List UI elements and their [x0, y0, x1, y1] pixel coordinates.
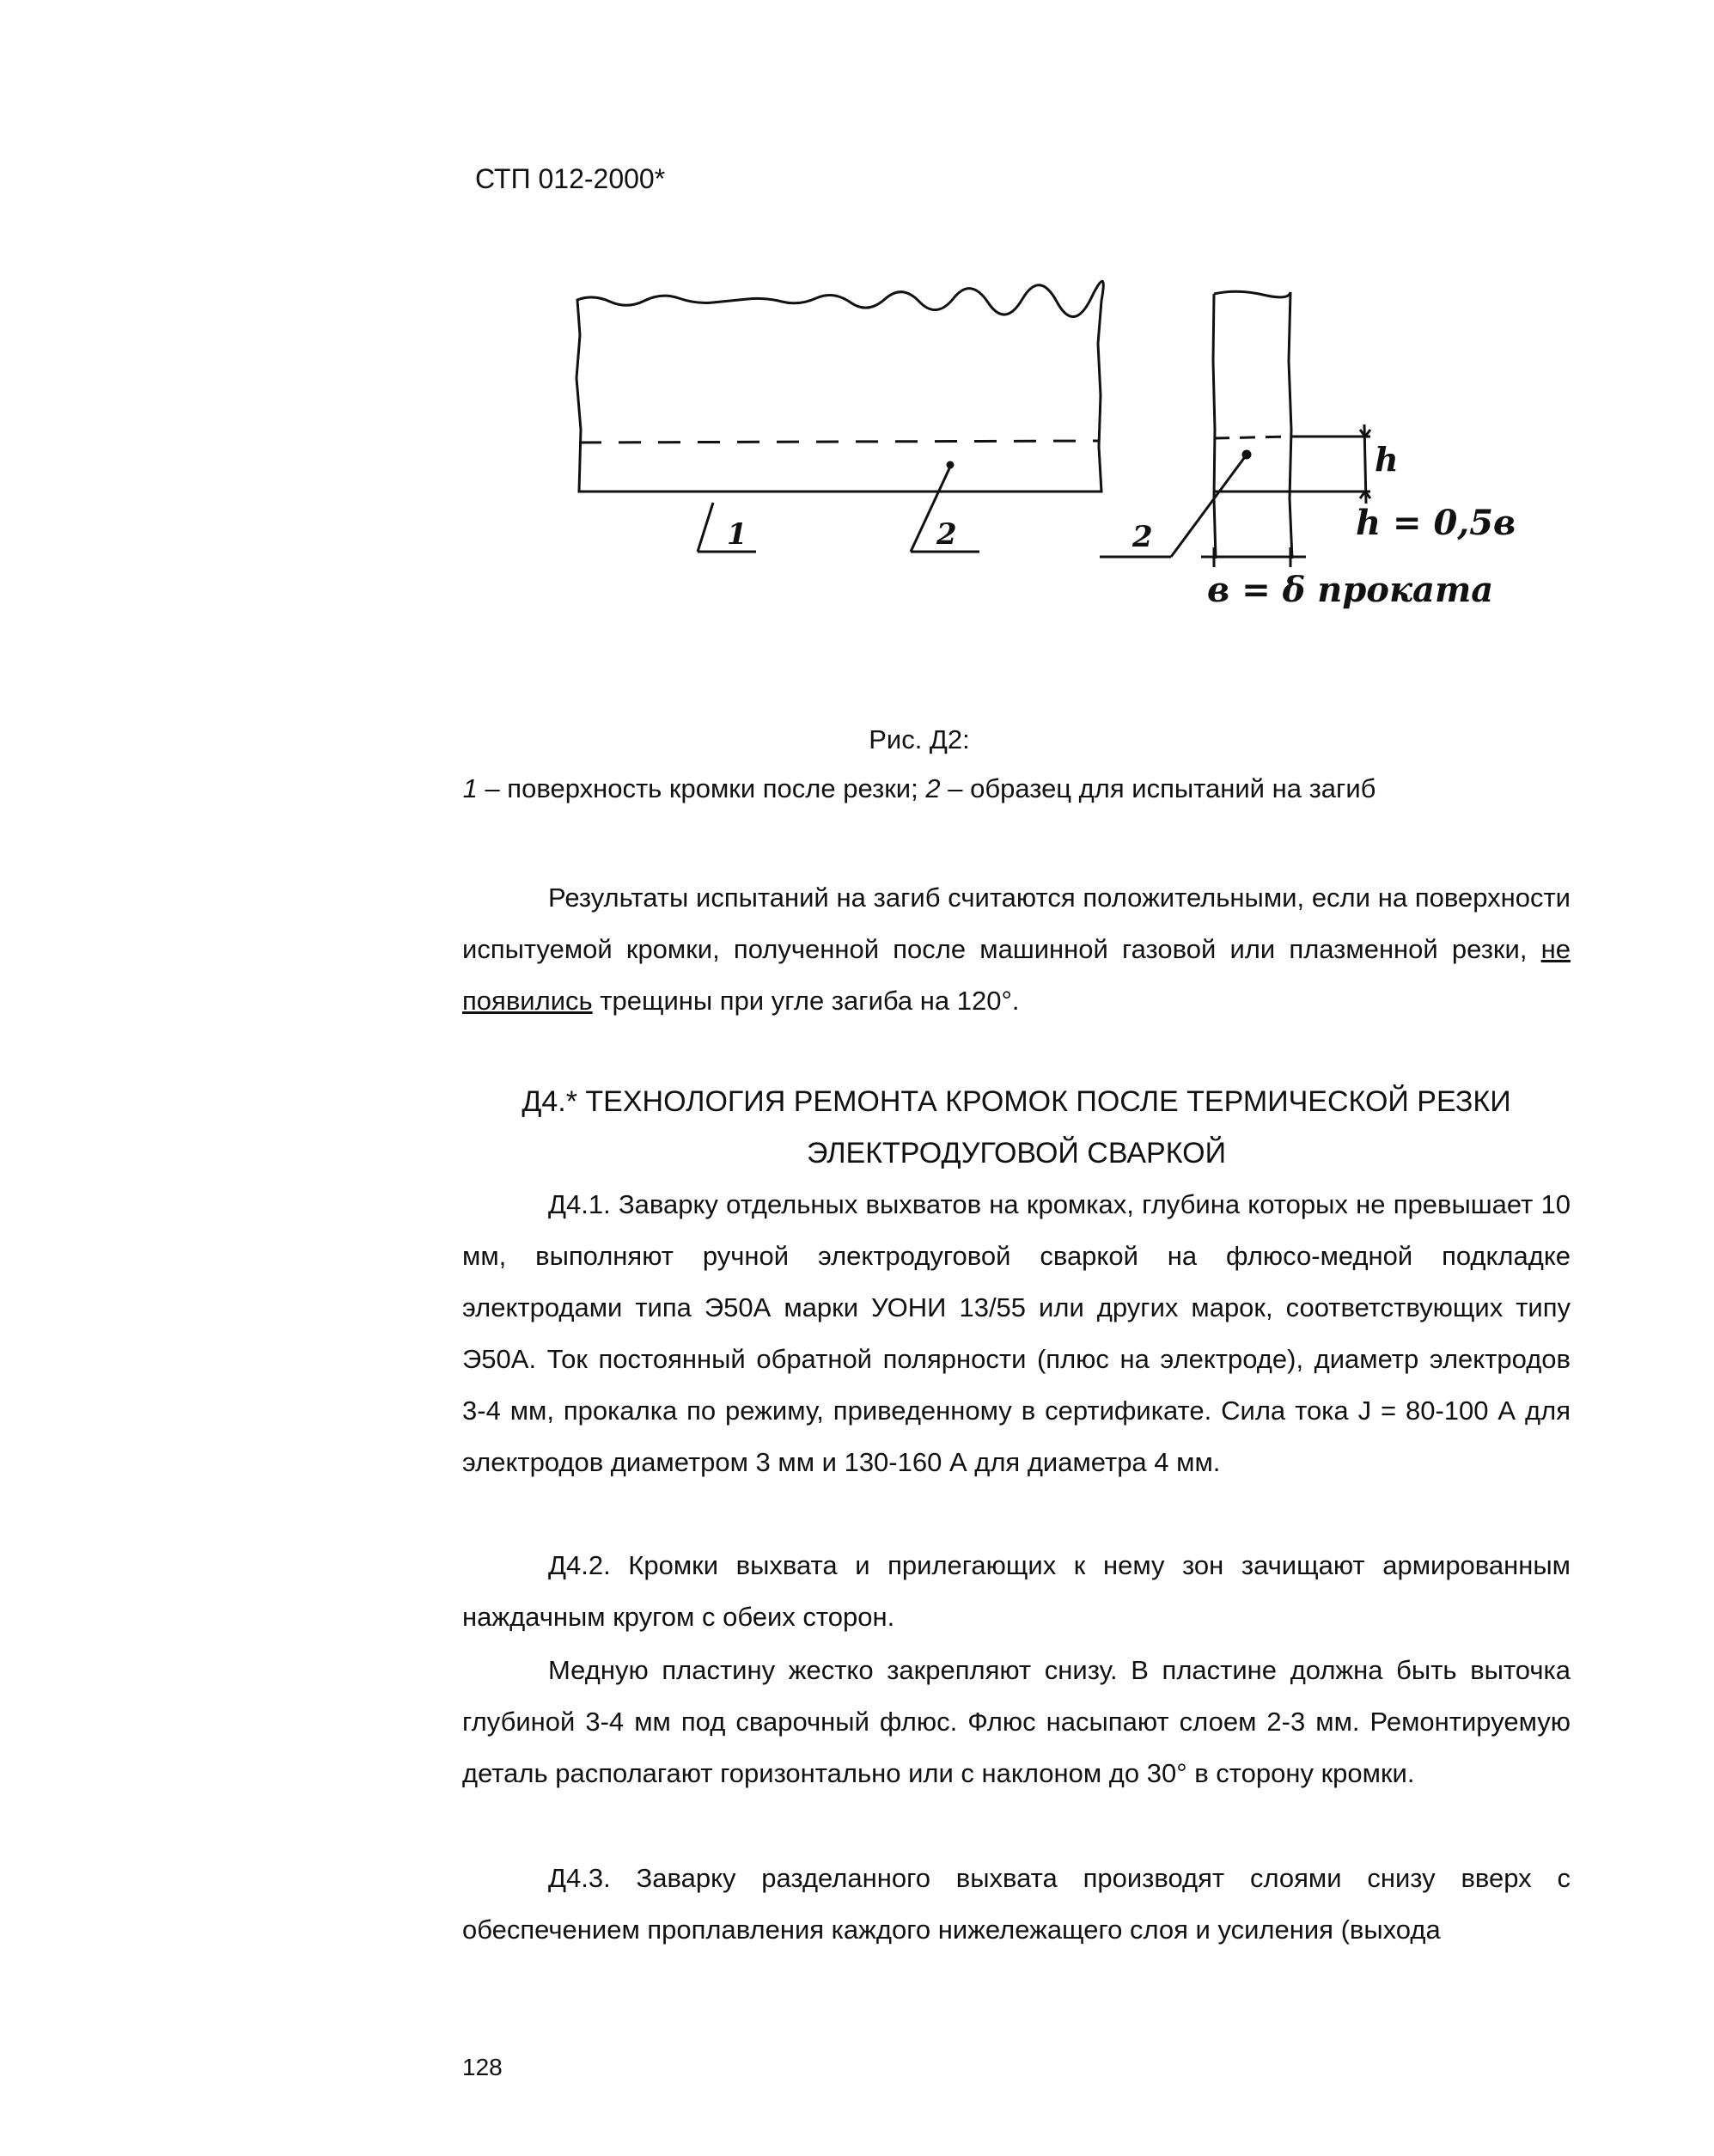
para-text: Результаты испытаний на загиб считаются положительными, если на поверхности испытуемой кромки, полученной после машинной газовой или плазменной резки,: [462, 883, 1571, 964]
paragraph-d4-3: [462, 1853, 1571, 1956]
cut-line: [579, 441, 1100, 443]
paragraph-d4-2: [462, 1540, 1571, 1643]
dim-h-formula: h = 0,5в: [1356, 503, 1516, 543]
dim-b-formula: в = δ проката: [1207, 570, 1494, 610]
sample-outline: [1213, 291, 1292, 559]
para-text: Д4.1. Заварку отдельных выхватов на кромках, глубина которых не превышает 10 мм, выполняют ручной электродуговой сваркой на флюсо-медной подкладке электродами типа Э50А марки УОНИ 13/55 или других марок, соответствующих типу Э50А. Ток постоянный обратной полярности (плюс на электроде), диаметр электродов 3-4 мм, прокалка по режиму, приведенному в сертификате. Сила тока Ј = 80-100 А для электродов диаметром 3 мм и 130-160 А для диаметра 4 мм.: [462, 1189, 1571, 1477]
label-1: 1: [727, 517, 747, 552]
para-underlined: не появились: [462, 934, 1571, 1016]
sample-leader: [1100, 455, 1247, 557]
legend-2-text: – образец для испытаний на загиб: [940, 773, 1376, 803]
sample-dash: [1214, 437, 1290, 438]
para-text: Медную пластину жестко закрепляют снизу. В пластине должна быть выточка глубиной 3-4 мм под сварочный флюс. Флюс насыпают слоем 2-3 мм. Ремонтируемую деталь располагают горизонтально или с наклоном до 30° в сторону кромки.: [462, 1655, 1571, 1788]
dim-h-lines: [1290, 424, 1370, 504]
paragraph-d4-1: [462, 1179, 1571, 1488]
para-text-end: трещины при угле загиба на 120°.: [592, 986, 1020, 1016]
page-number: 128: [462, 2054, 503, 2080]
section-heading-line-1: Д4.* ТЕХНОЛОГИЯ РЕМОНТА КРОМОК ПОСЛЕ ТЕРМИЧЕСКОЙ РЕЗКИ: [522, 1085, 1511, 1118]
label-2-sample: 2: [1132, 520, 1153, 554]
dim-b-lines: [1201, 547, 1306, 567]
legend-2-number: 2: [925, 773, 941, 803]
paragraph-test-results: [462, 872, 1571, 1027]
figure-caption-legend: [0, 773, 1714, 804]
para-text: Д4.2. Кромки выхвата и прилегающих к нему зон зачищают армированным наждачным кругом с обеих сторон.: [462, 1550, 1571, 1632]
legend-1-number: 1: [462, 773, 478, 803]
legend-1-text: – поверхность кромки после резки;: [477, 773, 926, 803]
leader-2-dot: [948, 462, 953, 467]
paragraph-copper-plate: [462, 1645, 1571, 1799]
plate-outline: [576, 281, 1103, 492]
document-code: СТП 012-2000*: [475, 163, 666, 194]
label-2: 2: [936, 517, 957, 552]
dim-h-label: h: [1375, 440, 1399, 479]
para-text: Д4.3. Заварку разделанного выхвата производят слоями снизу вверх с обеспечением проплавления каждого нижележащего слоя и усиления (выхода: [462, 1863, 1571, 1945]
section-heading-line-2: ЭЛЕКТРОДУГОВОЙ СВАРКОЙ: [806, 1137, 1227, 1170]
figure-caption-title: Рис. Д2:: [869, 724, 970, 754]
